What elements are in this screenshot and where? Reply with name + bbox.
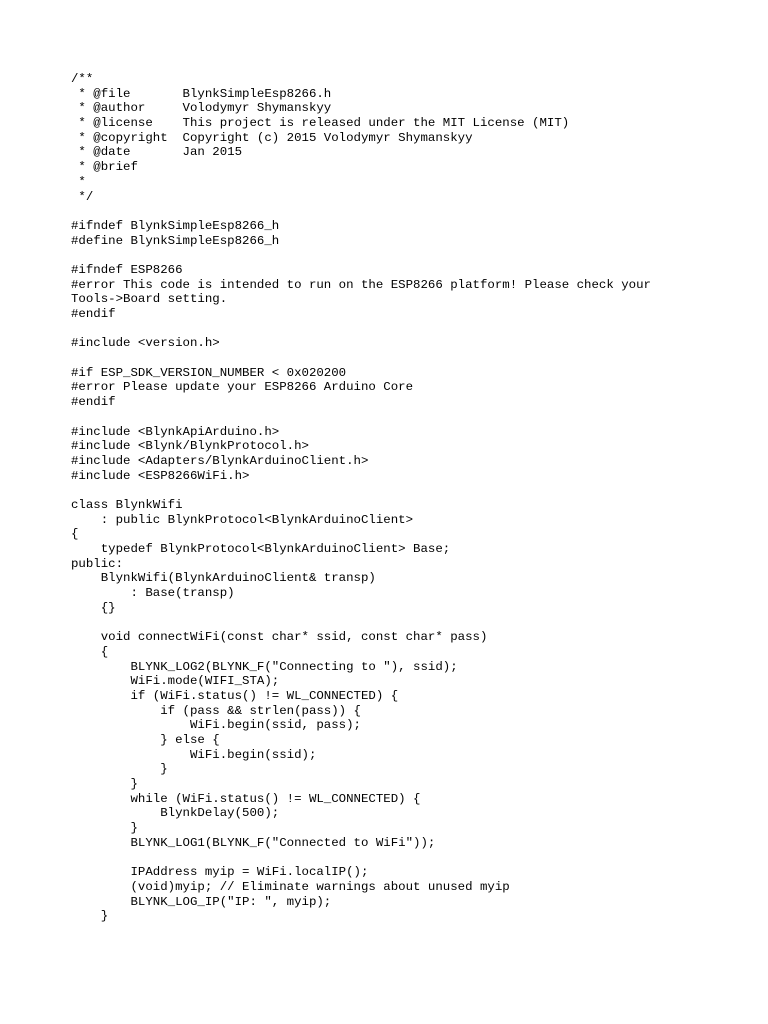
code-line: */ bbox=[71, 189, 94, 204]
code-line: #include <Adapters/BlynkArduinoClient.h> bbox=[71, 453, 369, 468]
code-line bbox=[71, 351, 651, 366]
code-line: #ifndef ESP8266 bbox=[71, 262, 183, 277]
code-line: #error Please update your ESP8266 Arduino Core bbox=[71, 380, 414, 395]
code-line: #endif bbox=[71, 395, 116, 410]
code-line: BLYNK_LOG1(BLYNK_F("Connected to WiFi")); bbox=[71, 835, 436, 850]
code-line bbox=[71, 483, 651, 498]
code-line: WiFi.begin(ssid, pass); bbox=[71, 718, 361, 733]
code-line: while (WiFi.status() != WL_CONNECTED) { bbox=[71, 791, 421, 806]
code-line: class BlynkWifi bbox=[71, 497, 183, 512]
code-line: #endif bbox=[71, 307, 116, 321]
code-line: WiFi.begin(ssid); bbox=[71, 747, 317, 762]
code-line: * @license This project is released under the MIT License (MIT) bbox=[71, 116, 570, 131]
code-line: #error This code is intended to run on the ESP8266 platform! Please check your bbox=[71, 277, 651, 292]
code-line: : public BlynkProtocol<BlynkArduinoClient> bbox=[71, 512, 414, 527]
code-line: : Base(transp) bbox=[71, 586, 235, 601]
code-line: * @brief bbox=[71, 160, 138, 175]
code-line: Tools->Board setting. bbox=[71, 292, 228, 307]
code-line: { bbox=[71, 527, 79, 542]
code-line: void connectWiFi(const char* ssid, const char* pass) bbox=[71, 630, 488, 645]
code-line: #if ESP_SDK_VERSION_NUMBER < 0x020200 bbox=[71, 365, 347, 380]
code-line: public: bbox=[71, 556, 124, 571]
code-line bbox=[71, 204, 651, 219]
code-line: IPAddress myip = WiFi.localIP(); bbox=[71, 865, 369, 880]
code-line: if (pass && strlen(pass)) { bbox=[71, 703, 361, 718]
code-line bbox=[71, 410, 651, 425]
code-line: typedef BlynkProtocol<BlynkArduinoClient> Base; bbox=[71, 542, 451, 556]
code-line: BLYNK_LOG2(BLYNK_F("Connecting to "), ssid); bbox=[71, 659, 458, 674]
code-line: * bbox=[71, 174, 86, 189]
code-line: } bbox=[71, 762, 168, 777]
code-line bbox=[71, 850, 651, 865]
code-line: } else { bbox=[71, 732, 220, 747]
code-line: { bbox=[71, 644, 109, 659]
code-line: * @copyright Copyright (c) 2015 Volodymyr Shymanskyy bbox=[71, 130, 473, 145]
code-line: #include <ESP8266WiFi.h> bbox=[71, 468, 250, 483]
code-line: * @author Volodymyr Shymanskyy bbox=[71, 101, 332, 116]
code-line: if (WiFi.status() != WL_CONNECTED) { bbox=[71, 688, 399, 703]
code-line: #include <Blynk/BlynkProtocol.h> bbox=[71, 439, 309, 454]
code-line bbox=[71, 248, 651, 263]
code-line: * @date Jan 2015 bbox=[71, 145, 243, 160]
code-line: } bbox=[71, 909, 109, 924]
code-line bbox=[71, 322, 651, 337]
code-line: /** bbox=[71, 72, 94, 86]
source-code-block bbox=[71, 72, 651, 924]
code-line bbox=[71, 615, 651, 630]
code-line: } bbox=[71, 821, 138, 836]
code-line: * @file BlynkSimpleEsp8266.h bbox=[71, 86, 332, 101]
code-line: #include <BlynkApiArduino.h> bbox=[71, 424, 280, 439]
code-line: WiFi.mode(WIFI_STA); bbox=[71, 674, 280, 689]
code-line: BlynkDelay(500); bbox=[71, 806, 280, 821]
code-line: } bbox=[71, 777, 138, 791]
code-line: #ifndef BlynkSimpleEsp8266_h bbox=[71, 218, 280, 233]
code-line: BlynkWifi(BlynkArduinoClient& transp) bbox=[71, 571, 376, 586]
code-line: #include <version.h> bbox=[71, 336, 220, 351]
code-line: BLYNK_LOG_IP("IP: ", myip); bbox=[71, 894, 332, 909]
code-line: (void)myip; // Eliminate warnings about unused myip bbox=[71, 879, 510, 894]
code-line: #define BlynkSimpleEsp8266_h bbox=[71, 233, 280, 248]
code-line: {} bbox=[71, 600, 116, 615]
